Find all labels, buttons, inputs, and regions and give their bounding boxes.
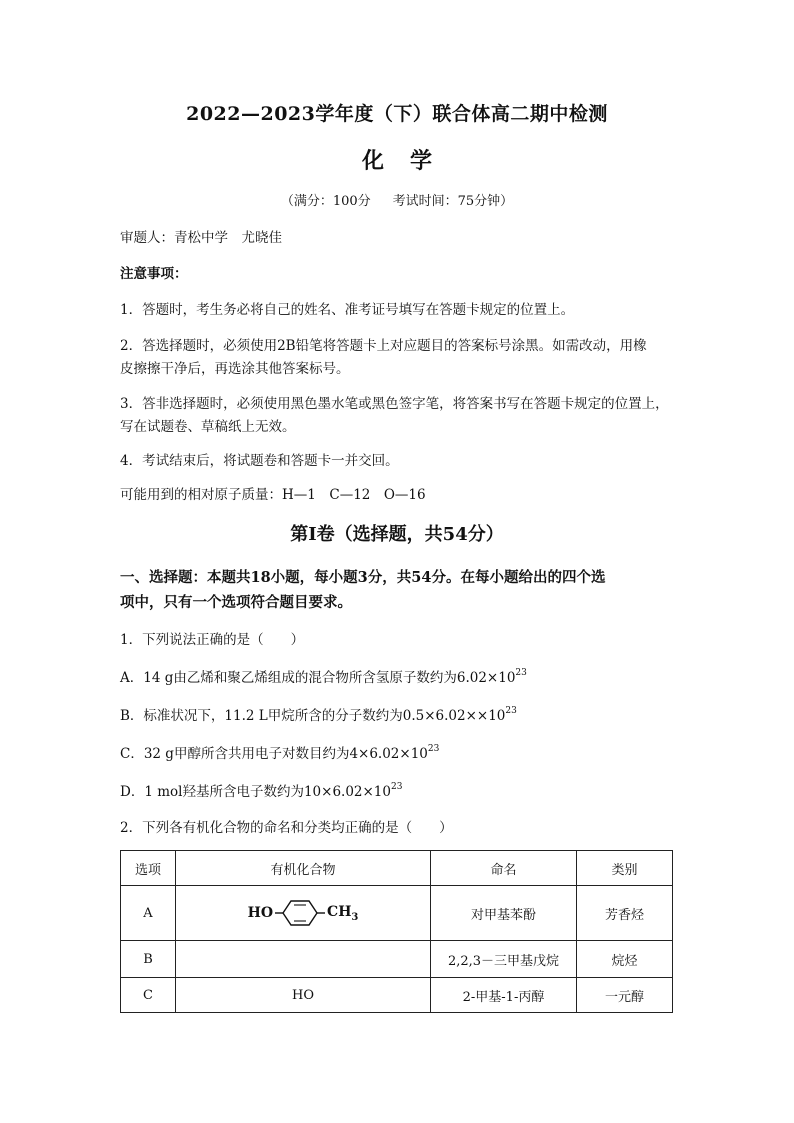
q1-option-a (120, 666, 527, 686)
benzene-ring-icon (275, 898, 325, 928)
table-header: 有机化合物 (176, 851, 431, 886)
subject-char-1: 化 (361, 148, 384, 174)
note-item: 皮擦擦干净后，再选涂其他答案标号。 (120, 361, 350, 377)
note-item: 2．答选择题时，必须使用2B铅笔将答题卡上对应题目的答案标号涂黑。如需改动，用橡 (120, 338, 647, 354)
exam-title: 2022—2023学年度（下）联合体高二期中检测 (186, 103, 608, 125)
note-item: 1．答题时，考生务必将自己的姓名、准考证号填写在答题卡规定的位置上。 (120, 302, 575, 318)
table-header: 命名 (431, 851, 577, 886)
q1-option-d (120, 780, 402, 800)
q1-option-c (120, 742, 439, 762)
table-cell: 2,2,3－三甲基戊烷 (431, 941, 577, 978)
question-1-stem: 1．下列说法正确的是（ ） (120, 632, 305, 648)
q1-option-b (120, 704, 517, 724)
table-header: 类别 (577, 851, 673, 886)
table-cell-structure (176, 886, 431, 941)
time-info: 考试时间：75分钟） (392, 194, 514, 209)
subject-title (0, 144, 794, 175)
table-cell: 对甲基苯酚 (431, 886, 577, 941)
question-2-stem: 2．下列各有机化合物的命名和分类均正确的是（ ） (120, 820, 453, 836)
table-header: 选项 (121, 851, 176, 886)
table-header-row (121, 851, 673, 886)
q1-option-d-text: D．1 mol羟基所含电子数约为10×6.02×10 (120, 784, 391, 800)
table-cell: 2-甲基-1-丙醇 (431, 978, 577, 1013)
subject-char-2: 学 (410, 148, 433, 174)
table-row (121, 941, 673, 978)
hydroxyl-label: HO (247, 905, 274, 921)
table-cell: HO (176, 978, 431, 1013)
exponent: 23 (515, 668, 527, 678)
notes-heading: 注意事项： (120, 266, 188, 282)
naming-table (120, 850, 673, 1013)
methyl-label: $CH_3$ (327, 903, 359, 923)
note-item: 写在试题卷、草稿纸上无效。 (120, 419, 296, 435)
table-cell: A (121, 886, 176, 941)
note-item: 3．答非选择题时，必须使用黑色墨水笔或黑色签字笔，将答案书写在答题卡规定的位置上， (120, 396, 669, 412)
exponent: 23 (391, 782, 403, 792)
table-row (121, 978, 673, 1013)
note-item: 4．考试结束后，将试题卷和答题卡一并交回。 (120, 453, 399, 469)
exponent: 23 (505, 706, 517, 716)
table-cell: 芳香烃 (577, 886, 673, 941)
q1-option-a-text: A．14 g由乙烯和聚乙烯组成的混合物所含氢原子数约为6.02×10 (120, 670, 516, 686)
score-info: （满分：100分 (280, 194, 371, 209)
q1-option-c-text: C．32 g甲醇所含共用电子对数目约为4×6.02×10 (120, 746, 428, 762)
section-instruction: 一、选择题：本题共18小题，每小题3分，共54分。在每小题给出的四个选 (120, 569, 606, 586)
exponent: 23 (427, 744, 440, 754)
table-cell: 烷烃 (577, 941, 673, 978)
table-cell: C (121, 978, 176, 1013)
table-cell (176, 941, 431, 978)
p-cresol-structure (248, 898, 359, 928)
section-instruction: 项中，只有一个选项符合题目要求。 (120, 594, 352, 611)
table-cell: 一元醇 (577, 978, 673, 1013)
table-row (121, 886, 673, 941)
table-cell: B (121, 941, 176, 978)
atomic-masses: 可能用到的相对原子质量：H—1 C—12 O—16 (120, 487, 426, 503)
section-title: 第Ⅰ卷（选择题，共54分） (290, 524, 504, 545)
exam-meta (0, 190, 794, 209)
reviewer: 审题人：青松中学 尤晓佳 (120, 230, 282, 246)
q1-option-b-text: B．标准状况下，11.2 L甲烷所含的分子数约为0.5×6.02××10 (120, 708, 506, 724)
